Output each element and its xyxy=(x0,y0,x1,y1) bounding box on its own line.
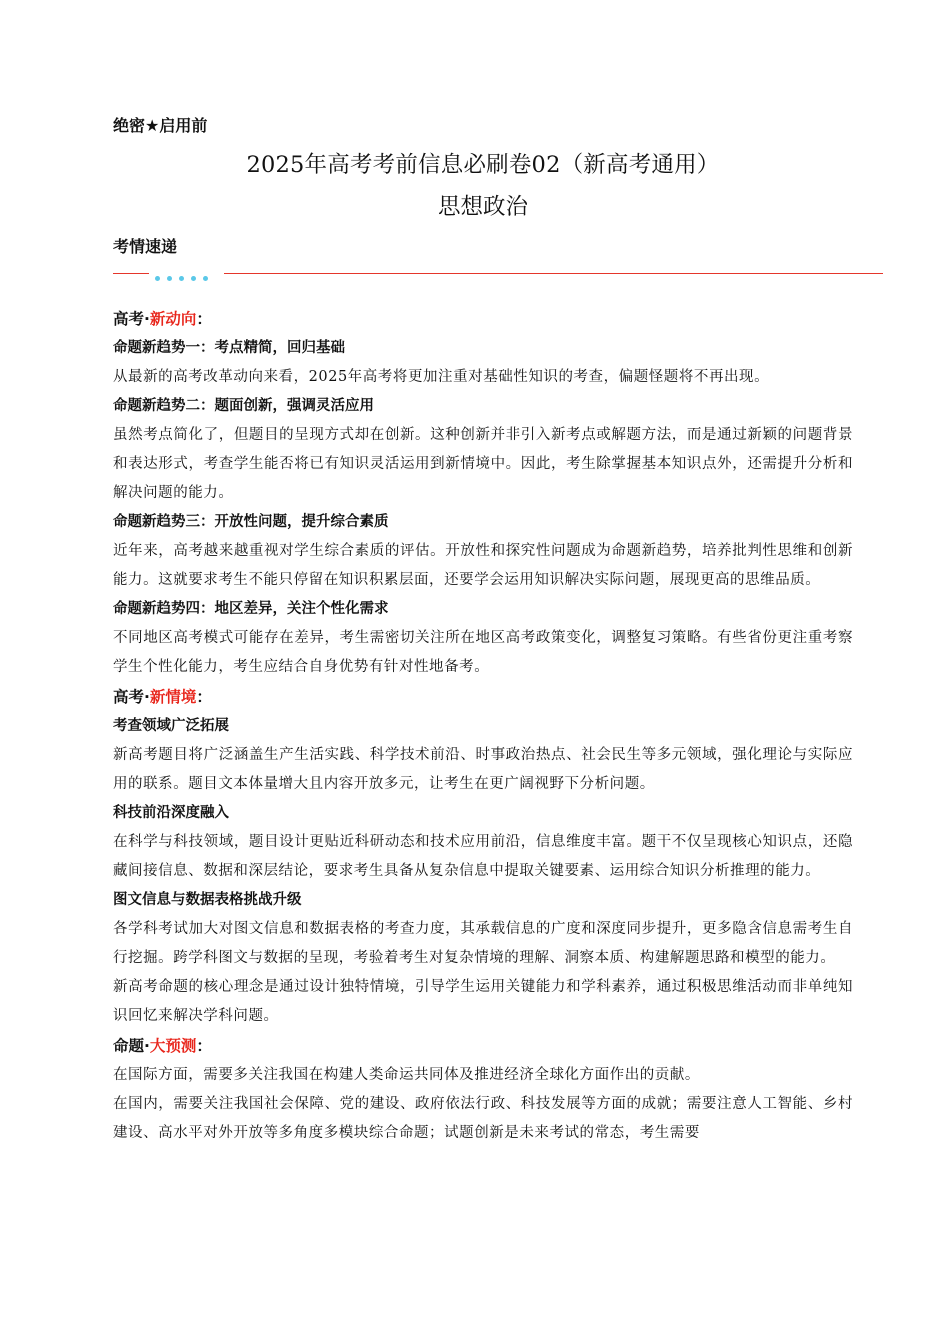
section-title: 考情速递 xyxy=(113,237,178,256)
paragraph: 虽然考点简化了，但题目的呈现方式却在创新。这种创新并非引入新考点或解题方法，而是通过新颖的问题背景和表达形式，考查学生能否将已有知识灵活运用到新情境中。因此，考生除掌握基本知识点外，还需提升分析和解决问题的能力。 xyxy=(113,427,853,501)
subsection-heading: 考查领域广泛拓展 xyxy=(113,718,229,734)
dot-icon xyxy=(203,276,208,281)
paragraph: 新高考题目将广泛涵盖生产生活实践、科学技术前沿、时事政治热点、社会民生等多元领域，强化理论与实际应用的联系。题目文本体量增大且内容开放多元，让考生在更广阔视野下分析问题。 xyxy=(113,747,853,792)
section-heading-prefix: 高考· xyxy=(113,688,150,706)
dot-icon xyxy=(191,276,196,281)
subsection-heading: 科技前沿深度融入 xyxy=(113,805,229,821)
divider-dots xyxy=(155,268,215,280)
paragraph: 在国内，需要关注我国社会保障、党的建设、政府依法行政、科技发展等方面的成就；需要注意人工智能、乡村建设、高水平对外开放等多角度多模块综合命题；试题创新是未来考试的常态，考生需要 xyxy=(113,1096,853,1141)
secret-label: 绝密★启用前 xyxy=(113,116,208,135)
subsection-heading: 图文信息与数据表格挑战升级 xyxy=(113,892,302,908)
subsection-heading: 命题新趋势四：地区差异，关注个性化需求 xyxy=(113,601,389,617)
section-heading-highlight: 新动向 xyxy=(149,310,197,328)
subsection-heading: 命题新趋势一：考点精简，回归基础 xyxy=(113,340,345,356)
dot-icon xyxy=(155,276,160,281)
subject-title: 思想政治 xyxy=(437,194,528,220)
section-heading xyxy=(113,682,853,712)
section-heading-prefix: 高考· xyxy=(113,310,150,328)
section-heading-highlight: 新情境 xyxy=(149,688,197,706)
subsection-heading: 命题新趋势三：开放性问题，提升综合素质 xyxy=(113,514,389,530)
paragraph: 各学科考试加大对图文信息和数据表格的考查力度，其承载信息的广度和深度同步提升，更多隐含信息需考生自行挖掘。跨学科图文与数据的呈现，考验着考生对复杂情境的理解、洞察本质、构建解题思路和模型的能力。 xyxy=(113,921,853,966)
paragraph: 从最新的高考改革动向来看，2025年高考将更加注重对基础性知识的考查，偏题怪题将不再出现。 xyxy=(113,369,770,385)
paragraph: 新高考命题的核心理念是通过设计独特情境，引导学生运用关键能力和学科素养，通过积极思维活动而非单纯知识回忆来解决学科问题。 xyxy=(113,979,853,1024)
divider-line-right xyxy=(224,273,883,274)
paragraph: 不同地区高考模式可能存在差异，考生需密切关注所在地区高考政策变化，调整复习策略。有些省份更注重考察学生个性化能力，考生应结合自身优势有针对性地备考。 xyxy=(113,630,853,675)
divider-line-left xyxy=(113,273,149,274)
dot-icon xyxy=(179,276,184,281)
section-heading-suffix: ： xyxy=(196,310,212,328)
section-heading-prefix: 命题· xyxy=(113,1037,150,1055)
section-heading xyxy=(113,304,853,334)
section-heading xyxy=(113,1031,853,1061)
paragraph: 在国际方面，需要多关注我国在构建人类命运共同体及推进经济全球化方面作出的贡献。 xyxy=(113,1067,700,1083)
section-heading-suffix: ： xyxy=(196,688,212,706)
paragraph: 近年来，高考越来越重视对学生综合素质的评估。开放性和探究性问题成为命题新趋势，培养批判性思维和创新能力。这就要求考生不能只停留在知识积累层面，还要学会运用知识解决实际问题，展现更高的思维品质。 xyxy=(113,543,853,588)
dot-icon xyxy=(167,276,172,281)
page-title: 2025年高考考前信息必刷卷02（新高考通用） xyxy=(246,152,720,178)
subsection-heading: 命题新趋势二：题面创新，强调灵活应用 xyxy=(113,398,374,414)
content-sections xyxy=(113,304,853,1148)
section-heading-suffix: ： xyxy=(196,1037,212,1055)
section-heading-highlight: 大预测 xyxy=(149,1037,197,1055)
document-page xyxy=(113,112,853,1148)
paragraph: 在科学与科技领域，题目设计更贴近科研动态和技术应用前沿，信息维度丰富。题干不仅呈现核心知识点，还隐藏间接信息、数据和深层结论，要求考生具备从复杂信息中提取关键要素、运用综合知识分析推理的能力。 xyxy=(113,834,853,879)
decorative-divider xyxy=(113,264,883,284)
